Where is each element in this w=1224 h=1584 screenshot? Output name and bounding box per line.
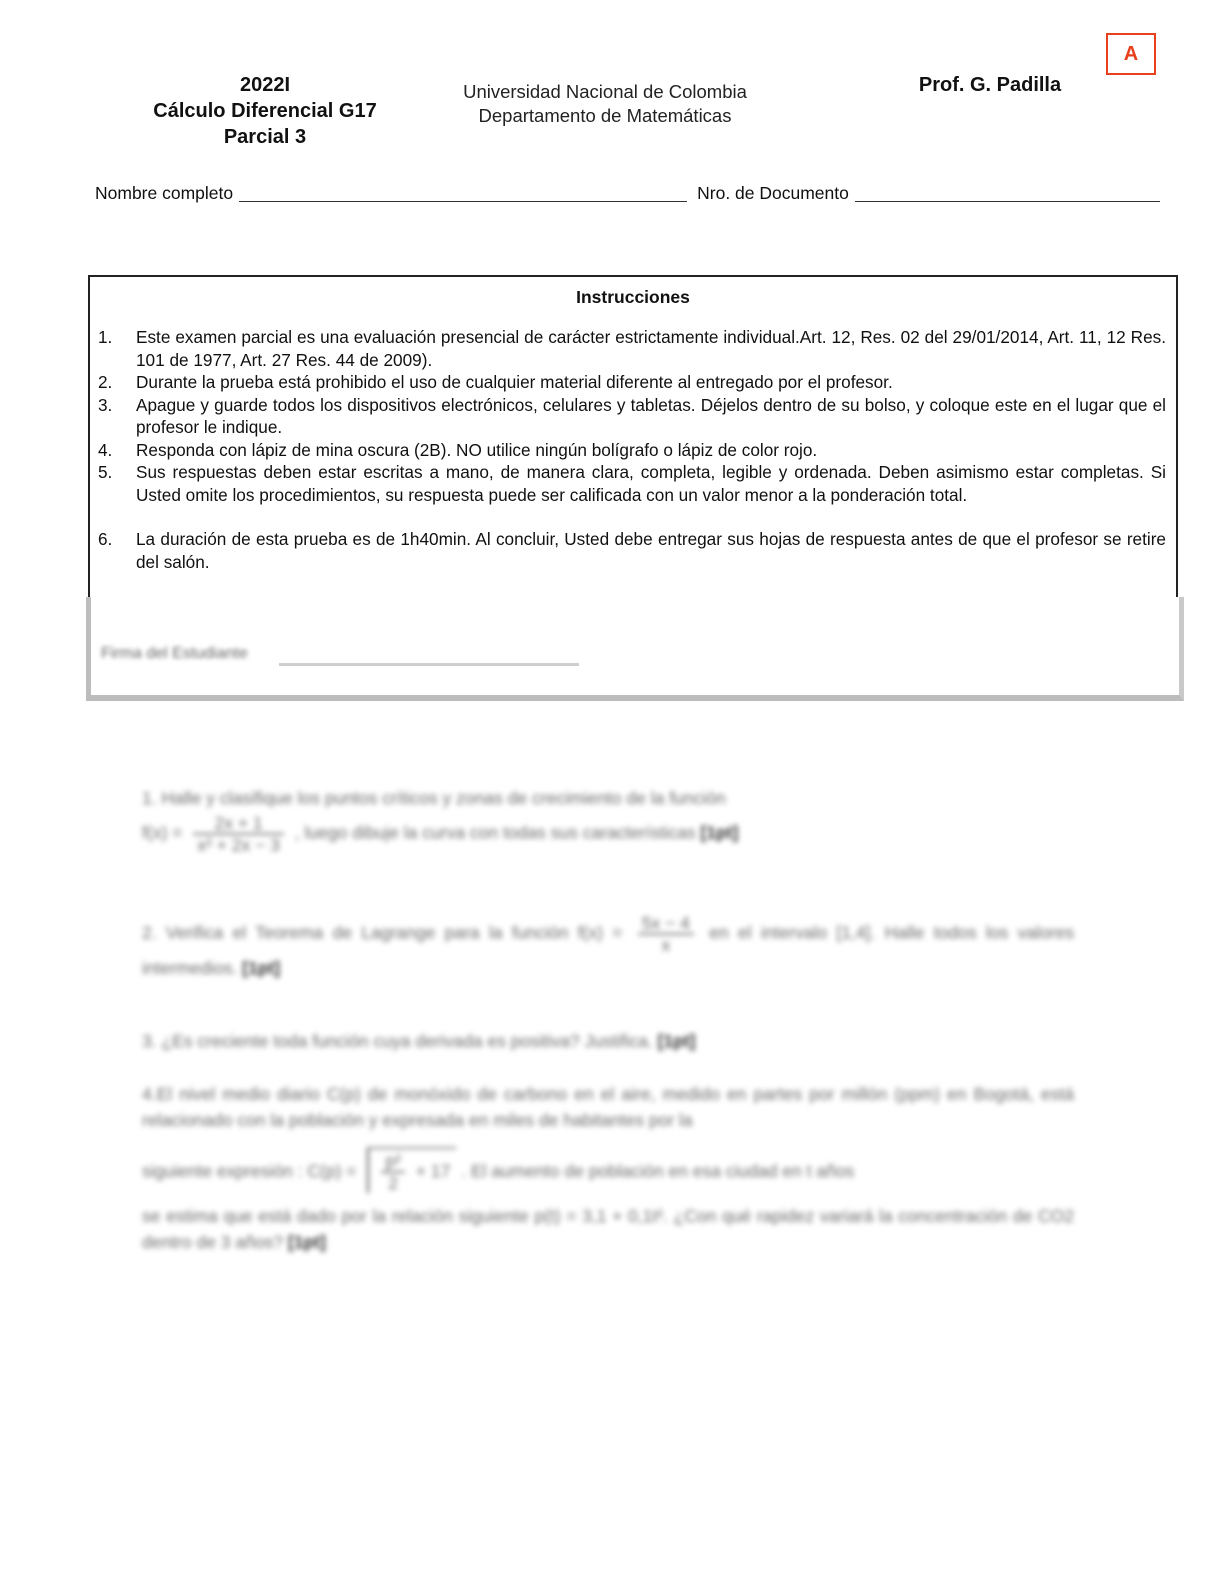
instruction-text: La duración de esta prueba es de 1h40min. Al concluir, Usted debe entregar sus hojas de respuesta antes de que el profesor se retire del salón. <box>136 529 1166 572</box>
instruction-text: Apague y guarde todos los dispositivos electrónicos, celulares y tabletas. Déjelos dentro de su bolso, y coloque este en el lugar que el profesor le indique. <box>136 394 1166 437</box>
document-label: Nro. de Documento <box>697 183 849 203</box>
question-3 <box>142 1028 1074 1054</box>
instruction-item <box>98 326 1166 371</box>
professor-name: Prof. G. Padilla <box>918 74 1062 96</box>
question-2-text-before: 2. Verifica el Teorema de Lagrange para la función f(x) = <box>142 922 623 943</box>
fraction-denominator: x² + 2x − 3 <box>197 835 280 855</box>
question-4-expr-before: siguiente expresión : C(p) = <box>142 1161 357 1181</box>
question-2-points: [1pt] <box>242 958 281 978</box>
question-1-lhs: f(x) = <box>142 822 183 843</box>
instructions-list <box>90 326 1176 573</box>
question-1 <box>142 785 1074 855</box>
signature-label: Firma del Estudiante <box>101 645 248 662</box>
question-1-fraction <box>193 813 284 855</box>
instruction-number: 4. <box>98 439 113 460</box>
question-2-text-after: en el intervalo [1,4]. Halle todos los valores intermedios. <box>142 922 1074 978</box>
question-4-text-end: se estima que está dado por la relación siguiente p(t) = 3,1 + 0,1t². ¿Con qué rapidez variará la concentración de CO2 dentro de 3 años? <box>142 1206 1074 1253</box>
instruction-item <box>98 394 1166 439</box>
question-4-sqrt-tail: + 17 <box>415 1161 451 1181</box>
instruction-number: 2. <box>98 372 113 392</box>
question-1-points: [1pt] <box>700 822 739 843</box>
question-2-fraction <box>638 913 694 955</box>
instructions-title: Instrucciones <box>576 287 690 307</box>
department-name: Departamento de Matemáticas <box>478 105 732 126</box>
institution-header <box>430 80 780 128</box>
instructions-box <box>88 275 1178 597</box>
document-field-line[interactable] <box>855 183 1160 202</box>
fraction-numerator: p² <box>385 1151 401 1172</box>
question-4 <box>142 1081 1074 1255</box>
instruction-text: Durante la prueba está prohibido el uso de cualquier material diferente al entregado por el profesor. <box>136 372 893 392</box>
instruction-text: Responda con lápiz de mina oscura (2B). NO utilice ningún bolígrafo o lápiz de color rojo. <box>136 439 818 460</box>
fraction-numerator: 2x + 1 <box>214 813 263 833</box>
instruction-number: 5. <box>98 462 113 482</box>
question-4-points: [1pt] <box>287 1232 326 1253</box>
course-name: Cálculo Diferencial G17 <box>153 100 377 122</box>
exam-version-badge: A <box>1106 33 1156 75</box>
instruction-number: 3. <box>98 394 113 415</box>
name-field-line[interactable] <box>239 183 687 202</box>
semester: 2022I <box>239 74 291 96</box>
question-2 <box>142 913 1074 981</box>
question-3-text: 3. ¿Es creciente toda función cuya derivada es positiva? Justifica. <box>142 1031 653 1051</box>
fraction-numerator: 5x − 4 <box>641 913 690 933</box>
fraction-denominator: 2 <box>388 1173 399 1194</box>
instruction-number: 1. <box>98 327 113 347</box>
instruction-item <box>98 371 1166 394</box>
instruction-item <box>98 528 1166 573</box>
signature-field-line[interactable] <box>279 663 579 666</box>
question-3-points: [1pt] <box>657 1031 696 1051</box>
instruction-item <box>98 461 1166 506</box>
exam-name: Parcial 3 <box>223 126 307 148</box>
name-label: Nombre completo <box>95 183 234 203</box>
student-id-row <box>95 180 1160 204</box>
instruction-number: 6. <box>98 529 113 549</box>
university-name: Universidad Nacional de Colombia <box>463 81 747 102</box>
question-4-text: 4.El nivel medio diario C(p) de monóxido de carbono en el aire, medido en partes por millón (ppm) en Bogotá, está relacionado con la población y expresada en miles de habitantes por la <box>142 1084 1074 1130</box>
question-1-text: 1. Halle y clasifique los puntos críticos y zonas de crecimiento de la función <box>142 788 726 808</box>
question-4-sqrt <box>367 1147 456 1193</box>
instruction-text: Sus respuestas deben estar escritas a mano, de manera clara, completa, legible y ordenada. Deben asimismo estar completas. Si Usted omite los procedimientos, su respuesta puede ser calificada con un valor menor a la ponderación total. <box>136 462 1166 505</box>
course-header <box>130 72 400 150</box>
instruction-text: Este examen parcial es una evaluación presencial de carácter estrictamente individual.Art. 12, Res. 02 del 29/01/2014, Art. 11, 12 Res. 101 de 1977, Art. 27 Res. 44 de 2009). <box>136 327 1166 370</box>
question-1-tail: , luego dibuje la curva con todas sus características <box>294 822 696 843</box>
signature-section <box>86 597 1184 701</box>
question-4-fraction <box>381 1151 405 1193</box>
fraction-denominator: x <box>661 935 671 955</box>
question-4-expr-after: . El aumento de población en esa ciudad en t años <box>461 1161 855 1181</box>
instruction-item <box>98 439 1166 462</box>
